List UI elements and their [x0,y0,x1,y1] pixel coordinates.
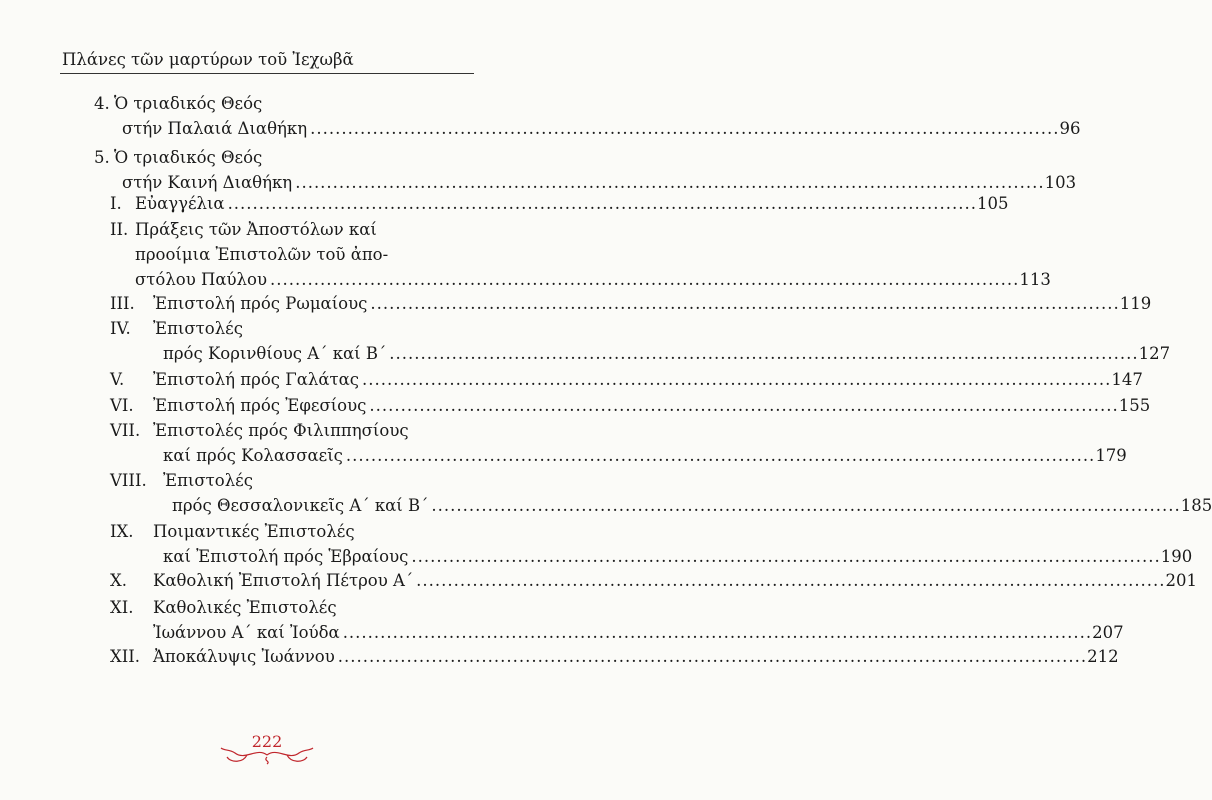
dot-leader: ........................................................................................................................ [411,547,1161,566]
toc-entry-title: Ἐπιστολή πρός Ἐφεσίους [153,396,367,415]
toc-entry-line[interactable] [114,92,468,116]
toc-entry-title: στόλου Παύλου [135,270,267,289]
toc-entry-number: IX. [110,522,134,541]
toc-entry-line[interactable] [163,469,468,493]
toc-entry-line-with-page[interactable] [153,645,1119,669]
toc-entry-line-with-page[interactable] [153,621,1124,645]
toc-entry-line[interactable] [153,520,468,544]
dot-leader: ........................................................................................................................ [295,173,1045,192]
toc-entry-title: προοίμια Ἐπιστολῶν τοῦ ἀπο- [135,245,389,264]
toc-page-number: 147 [1111,370,1143,389]
toc-page-number: 201 [1165,571,1198,590]
toc-page-number: 155 [1118,396,1151,415]
toc-entry-title: καί πρός Κολασσαεῖς [163,446,343,465]
toc-entry-line[interactable] [135,218,468,242]
toc-entry-number: VII. [110,421,141,440]
dot-leader: ........................................................................................................................ [416,571,1166,590]
toc-entry-title: Ἐπιστολή πρός Ρωμαίους [153,294,368,313]
page-number: 222 [251,732,283,751]
toc-entry-line-with-page[interactable] [163,342,1171,366]
toc-entry-number: I. [110,194,122,213]
toc-entry-line-with-page[interactable] [163,444,1127,468]
toc-entry-title: Εὐαγγέλια [135,194,225,213]
toc-page-number: 96 [1059,119,1081,138]
toc-entry-title: Ὁ τριαδικός Θεός [114,148,263,167]
toc-entry-line-with-page[interactable] [163,545,1193,569]
toc-entry-number: VIII. [110,471,147,490]
toc-page-number: 119 [1119,294,1152,313]
toc-entry-line-with-page[interactable] [172,494,1212,518]
toc-entry-line-with-page[interactable] [153,368,1143,392]
toc-page-number: 105 [976,194,1009,213]
toc-entry-title: Καθολική Ἐπιστολή Πέτρου Α΄ [153,571,414,590]
toc-entry-title: Ποιμαντικές Ἐπιστολές [153,522,355,541]
toc-entry-title: καί Ἐπιστολή πρός Ἑβραίους [163,547,409,566]
toc-entry-number: II. [110,220,129,239]
toc-entry-number: III. [110,294,135,313]
dot-leader: ........................................................................................................................ [370,294,1120,313]
toc-page-number: 207 [1092,623,1124,642]
toc-entry-line[interactable] [135,243,468,267]
toc-entry-line[interactable] [153,419,468,443]
dot-leader: ........................................................................................................................ [310,119,1060,138]
toc-page-number: 127 [1138,344,1171,363]
toc-entry-title: στήν Παλαιά Διαθήκη [122,119,308,138]
toc-entry-title: Ἐπιστολές [153,319,243,338]
toc-entry-line-with-page[interactable] [122,117,1081,141]
toc-entry-number: X. [110,571,127,590]
toc-entry-number: IV. [110,319,131,338]
toc-entry-number: XII. [110,647,141,666]
dot-leader: ........................................................................................................................ [369,396,1119,415]
toc-entry-line[interactable] [153,596,468,620]
toc-entry-line-with-page[interactable] [135,268,1051,292]
toc-entry-title: Ἐπιστολή πρός Γαλάτας [153,370,359,389]
dot-leader: ........................................................................................................................ [342,623,1093,642]
toc-entry-title: πρός Κορινθίους Α΄ καί Β΄ [163,344,387,363]
toc-entry-title: Ὁ τριαδικός Θεός [114,94,263,113]
toc-page-number: 190 [1160,547,1193,566]
toc-page-number: 212 [1087,647,1119,666]
dot-leader: ........................................................................................................................ [227,194,977,213]
toc-entry-line-with-page[interactable] [153,292,1152,316]
toc-entry-number: V. [110,370,125,389]
dot-leader: ........................................................................................................................ [431,496,1181,515]
toc-page-number: 113 [1019,270,1051,289]
toc-entry-line-with-page[interactable] [135,192,1009,216]
toc-page-number: 185 [1180,496,1212,515]
toc-entry-title: Ἰωάννου Α΄ καί Ἰούδα [153,623,340,642]
toc-entry-title: Ἐπιστολές πρός Φιλιππησίους [153,421,409,440]
toc-entry-title: Καθολικές Ἐπιστολές [153,598,337,617]
toc-entry-title: Ἐπιστολές [163,471,253,490]
dot-leader: ........................................................................................................................ [389,344,1139,363]
toc-entry-number: 5. [94,148,110,167]
toc-entry-number: VI. [110,396,134,415]
toc-entry-line[interactable] [114,146,468,170]
toc-entry-title: στήν Καινή Διαθήκη [122,173,293,192]
toc-entry-number: 4. [94,94,110,113]
dot-leader: ........................................................................................................................ [337,647,1088,666]
toc-page-number: 103 [1044,173,1077,192]
toc-entry-title: πρός Θεσσαλονικεῖς Α΄ καί Β΄ [172,496,429,515]
dot-leader: ........................................................................................................................ [269,270,1020,289]
toc-entry-title: Ἀποκάλυψις Ἰωάννου [153,647,335,666]
dot-leader: ........................................................................................................................ [345,446,1096,465]
dot-leader: ........................................................................................................................ [361,370,1112,389]
toc-entry-line-with-page[interactable] [153,394,1151,418]
toc-page-number: 179 [1095,446,1127,465]
toc-entry-number: XI. [110,598,134,617]
running-header: Πλάνες τῶν μαρτύρων τοῦ Ἰεχωβᾶ [62,50,354,69]
toc-entry-title: Πράξεις τῶν Ἀποστόλων καί [135,220,377,239]
toc-entry-line[interactable] [153,317,468,341]
toc-entry-line-with-page[interactable] [153,569,1198,593]
